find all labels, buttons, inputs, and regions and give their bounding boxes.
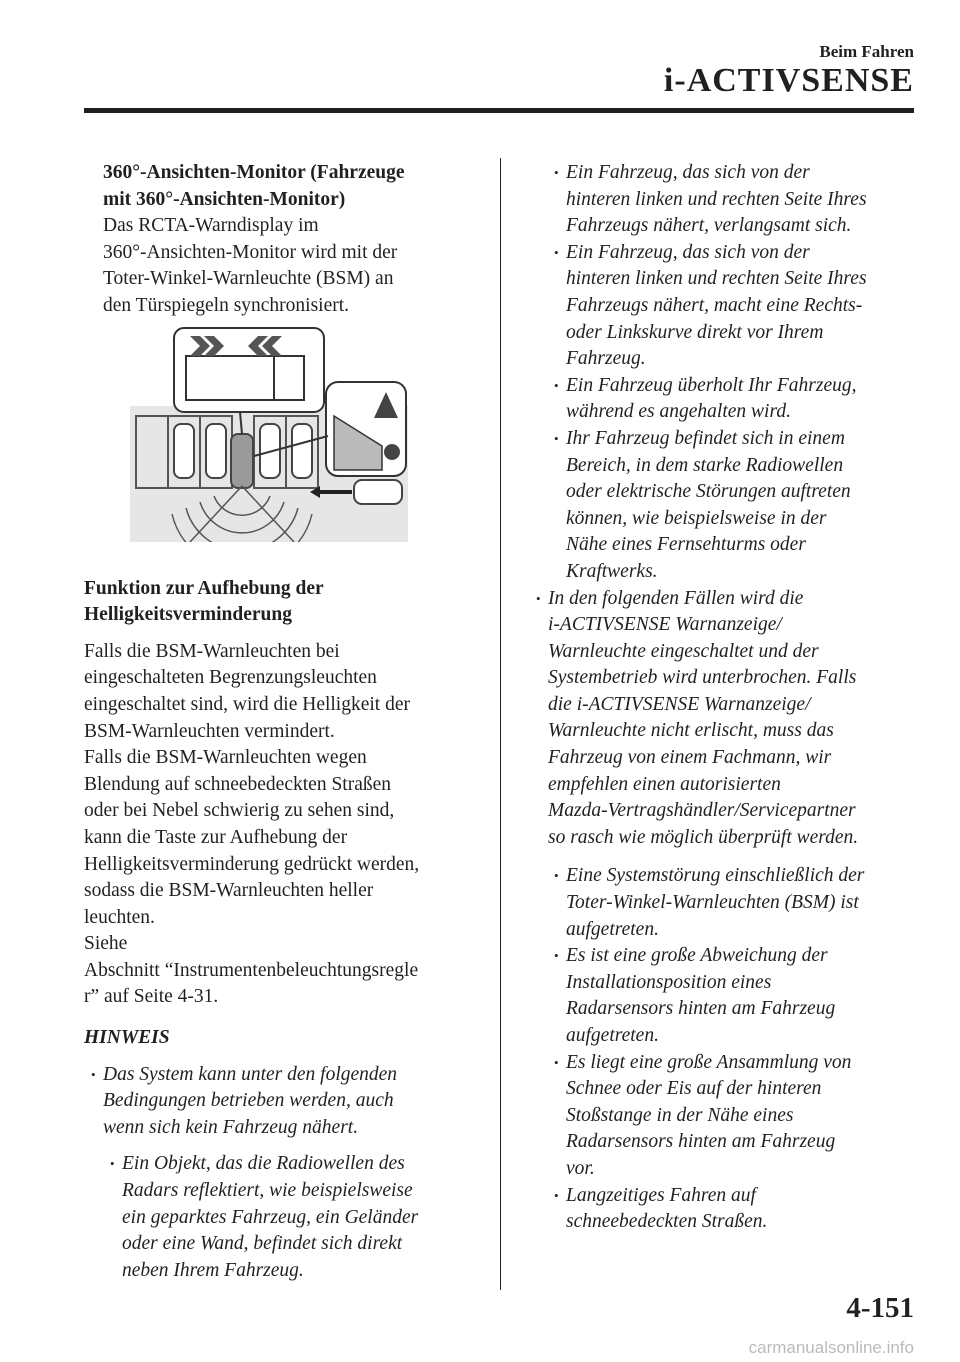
- bullet-line: Radarsensors hinten am Fahrzeug: [566, 1131, 836, 1153]
- bullet-line: oder Linkskurve direkt vor Ihrem: [566, 321, 824, 343]
- hinweis-bullet-2: [536, 586, 921, 852]
- bullet-line: • Ein Objekt, das die Radiowellen des: [122, 1151, 479, 1178]
- rcta-illustration: [130, 326, 408, 542]
- bullet-line: oder eine Wand, befindet sich direkt: [122, 1233, 403, 1255]
- monitor-section: [84, 160, 479, 320]
- dimmer-para-line: kann die Taste zur Aufhebung der: [84, 826, 348, 848]
- monitor-heading-line2: mit 360°-Ansichten-Monitor): [103, 188, 346, 210]
- bullet-line: • Das System kann unter den folgenden: [103, 1062, 479, 1089]
- page-number: 4-151: [846, 1292, 914, 1324]
- sub-bullet-9: [536, 1183, 921, 1236]
- bullet-line: Kraftwerks.: [566, 560, 658, 582]
- monitor-intro-line: 360°-Ansichten-Monitor wird mit der: [103, 241, 398, 263]
- bullet-line: Fahrzeugs nähert, macht eine Rechts-: [566, 294, 863, 316]
- bullet-line: • Ein Fahrzeug, das sich von der: [566, 240, 921, 267]
- sub-bullet-6: [536, 863, 921, 943]
- sub-bullet-3: [536, 240, 921, 373]
- bullet-line: Schnee oder Eis auf der hinteren: [566, 1078, 822, 1100]
- bullet-line: • Ihr Fahrzeug befindet sich in einem: [566, 426, 921, 453]
- watermark: carmanualsonline.info: [748, 1338, 914, 1357]
- bullet-line: neben Ihrem Fahrzeug.: [122, 1259, 304, 1281]
- bullet-line: oder elektrische Störungen auftreten: [566, 481, 851, 503]
- bullet-line: Mazda-Vertragshändler/Servicepartner: [548, 800, 856, 822]
- bullet-line: i-ACTIVSENSE Warnanzeige/: [548, 614, 782, 636]
- section-label: Beim Fahren: [819, 42, 914, 61]
- bullet-line: Bedingungen betrieben werden, auch: [103, 1090, 394, 1112]
- dimmer-para-line: Falls die BSM-Warnleuchten wegen: [84, 747, 367, 769]
- chapter-title: i-ACTIVSENSE: [663, 62, 914, 99]
- dimmer-para-line: Blendung auf schneebedeckten Straßen: [84, 773, 392, 795]
- hinweis-heading: HINWEIS: [84, 1027, 170, 1049]
- bullet-line: Toter-Winkel-Warnleuchten (BSM) ist: [566, 892, 859, 914]
- monitor-intro-line: Toter-Winkel-Warnleuchte (BSM) an: [103, 268, 394, 290]
- bullet-line: hinteren linken und rechten Seite Ihres: [566, 188, 867, 210]
- dimmer-para-line: oder bei Nebel schwierig zu sehen sind,: [84, 800, 395, 822]
- bullet-line: • Es liegt eine große Ansammlung von: [566, 1050, 921, 1077]
- bullet-line: aufgetreten.: [566, 918, 659, 940]
- bullet-line: • Ein Fahrzeug, das sich von der: [566, 160, 921, 187]
- monitor-intro-line: Das RCTA-Warndisplay im: [103, 215, 319, 237]
- header-rule: [84, 108, 914, 113]
- bullet-line: Fahrzeug.: [566, 348, 646, 370]
- dimmer-para-line: Abschnitt “Instrumentenbeleuchtungsregle: [84, 959, 419, 981]
- bullet-line: Radars reflektiert, wie beispielsweise: [122, 1180, 413, 1202]
- sub-bullet-5: [536, 426, 921, 586]
- dimmer-para-line: eingeschaltet sind, wird die Helligkeit der: [84, 693, 410, 715]
- right-column: [536, 160, 921, 1236]
- bullet-line: Stoßstange in der Nähe eines: [566, 1104, 794, 1126]
- bullet-line: ein geparktes Fahrzeug, ein Geländer: [122, 1206, 419, 1228]
- dimmer-para-line: Helligkeitsverminderung gedrückt werden,: [84, 853, 420, 875]
- sub-bullet-2: [536, 160, 921, 240]
- hinweis-bullet-1: [84, 1062, 479, 1142]
- bullet-line: Bereich, in dem starke Radiowellen: [566, 454, 844, 476]
- bullet-line: Radarsensors hinten am Fahrzeug: [566, 998, 836, 1020]
- bullet-line: hinteren linken und rechten Seite Ihres: [566, 268, 867, 290]
- bullet-line: Warnleuchte eingeschaltet und der: [548, 640, 819, 662]
- bullet-line: • Langzeitiges Fahren auf: [566, 1183, 921, 1210]
- bullet-line: Fahrzeugs nähert, verlangsamt sich.: [566, 215, 852, 237]
- dimmer-para-line: leuchten.: [84, 906, 155, 928]
- bullet-line: so rasch wie möglich überprüft werden.: [548, 826, 859, 848]
- sub-bullet-1: [84, 1151, 479, 1284]
- sub-bullet-8: [536, 1050, 921, 1183]
- bullet-line: empfehlen einen autorisierten: [548, 773, 781, 795]
- bullet-line: Warnleuchte nicht erlischt, muss das: [548, 720, 834, 742]
- bullet-line: • Ein Fahrzeug überholt Ihr Fahrzeug,: [566, 373, 921, 400]
- bullet-line: Systembetrieb wird unterbrochen. Falls: [548, 667, 857, 689]
- bullet-line: können, wie beispielsweise in der: [566, 507, 827, 529]
- bullet-line: Installationsposition eines: [566, 971, 772, 993]
- bullet-line: die i-ACTIVSENSE Warnanzeige/: [548, 693, 811, 715]
- bullet-line: wenn sich kein Fahrzeug nähert.: [103, 1116, 359, 1138]
- dimmer-para-line: r” auf Seite 4-31.: [84, 986, 219, 1008]
- dimmer-para-line: BSM-Warnleuchten vermindert.: [84, 720, 335, 742]
- dimmer-heading-line1: Funktion zur Aufhebung der: [84, 577, 324, 599]
- bullet-line: • Es ist eine große Abweichung der: [566, 943, 921, 970]
- dimmer-heading-line2: Helligkeitsverminderung: [84, 604, 292, 626]
- bullet-line: vor.: [566, 1157, 595, 1179]
- dimmer-para-line: Falls die BSM-Warnleuchten bei: [84, 640, 340, 662]
- bullet-line: aufgetreten.: [566, 1025, 659, 1046]
- bullet-line: schneebedeckten Straßen.: [566, 1211, 768, 1233]
- dimmer-para-line: sodass die BSM-Warnleuchten heller: [84, 880, 374, 902]
- dimmer-para-line: eingeschalteten Begrenzungsleuchten: [84, 667, 377, 689]
- sub-bullet-4: [536, 373, 921, 426]
- bullet-line: Nähe eines Fernsehturms oder: [566, 534, 806, 556]
- bullet-line: • In den folgenden Fällen wird die: [548, 586, 921, 613]
- monitor-intro-line: den Türspiegeln synchronisiert.: [103, 294, 350, 316]
- monitor-heading-line1: 360°-Ansichten-Monitor (Fahrzeuge: [103, 162, 405, 183]
- bullet-line: während es angehalten wird.: [566, 401, 791, 423]
- bullet-line: Fahrzeug von einem Fachmann, wir: [548, 747, 832, 769]
- dimmer-para-line: Siehe: [84, 933, 128, 955]
- column-divider: [500, 158, 501, 1290]
- bullet-line: • Eine Systemstörung einschließlich der: [566, 863, 921, 890]
- sub-bullet-7: [536, 943, 921, 1049]
